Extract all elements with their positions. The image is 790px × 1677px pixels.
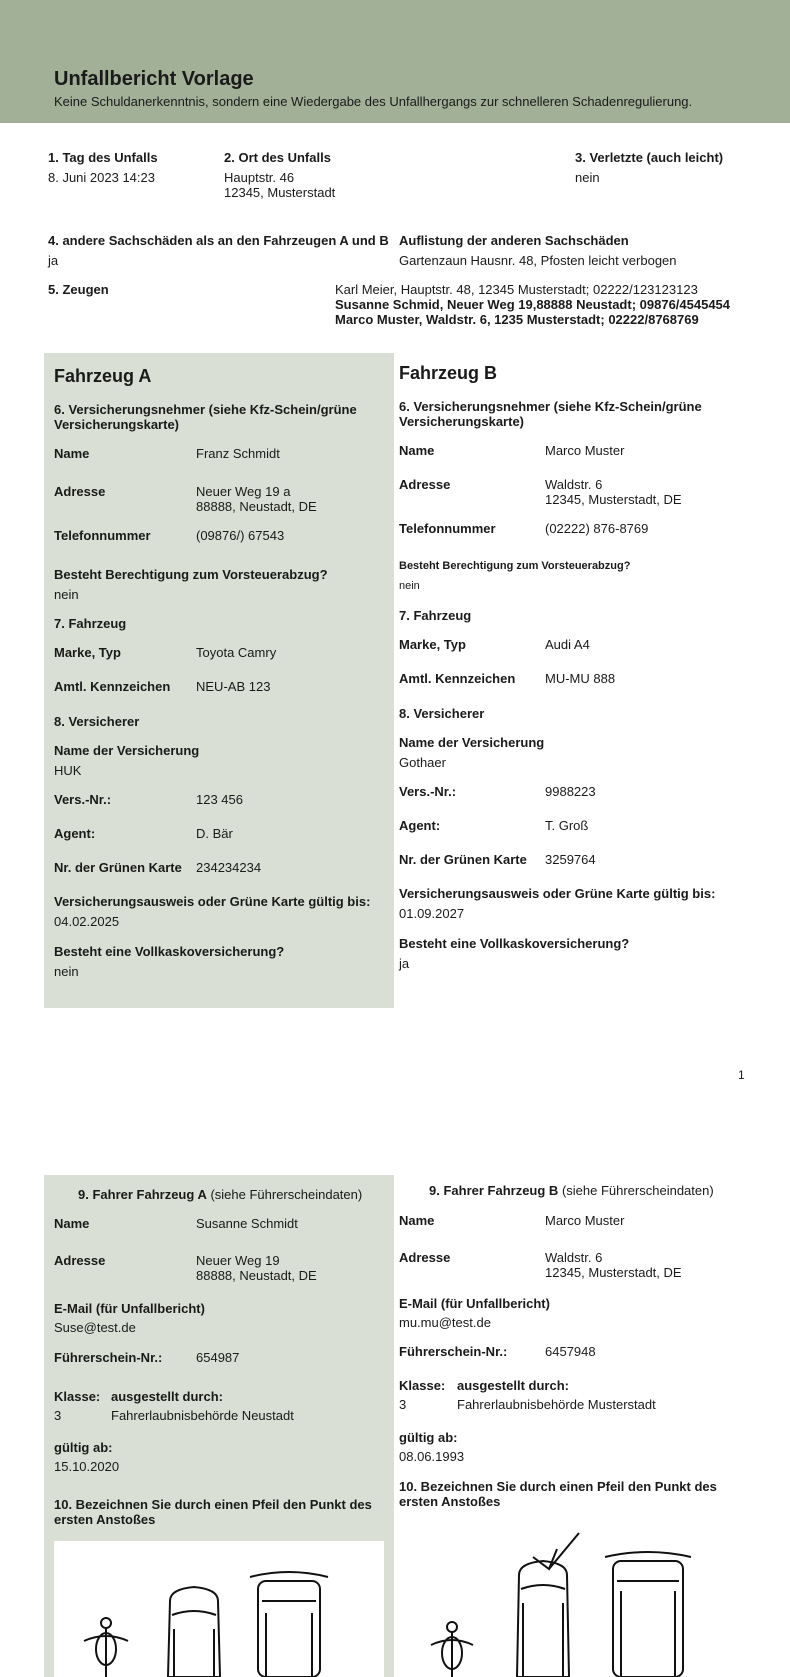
- driver-b-address-label: Adresse: [399, 1250, 451, 1265]
- vehicle-a-plate-label: Amtl. Kennzeichen: [54, 679, 171, 694]
- driver-a-class-value: 3: [54, 1408, 62, 1423]
- damage-list-label: Auflistung der anderen Sachschäden: [399, 233, 629, 248]
- vehicle-b-valid-label: Versicherungsausweis oder Grüne Karte gültig bis:: [399, 886, 716, 901]
- vehicle-a-address-label: Adresse: [54, 484, 106, 499]
- vehicle-b-agent-label: Agent:: [399, 818, 441, 833]
- vehicle-b-insurer-name-value: Gothaer: [399, 755, 446, 770]
- driver-b-class-value: 3: [399, 1397, 407, 1412]
- vehicle-b-insurer-name-label: Name der Versicherung: [399, 735, 545, 750]
- driver-a-email-value: Suse@test.de: [54, 1320, 136, 1335]
- driver-a-heading-bold: 9. Fahrer Fahrzeug A: [78, 1187, 207, 1202]
- vehicle-a-insurer-name-label: Name der Versicherung: [54, 743, 200, 758]
- accident-place-label: 2. Ort des Unfalls: [224, 150, 331, 165]
- driver-b-license-label: Führerschein-Nr.:: [399, 1344, 508, 1359]
- vehicle-b-address-line2: 12345, Musterstadt, DE: [545, 492, 682, 507]
- driver-a-issued-label: ausgestellt durch:: [111, 1389, 223, 1404]
- vehicle-b-green-card-value: 3259764: [545, 852, 596, 867]
- vehicle-sketch-b[interactable]: [399, 1525, 729, 1677]
- vehicle-a-insurer-name-value: HUK: [54, 763, 82, 778]
- truck-icon: [250, 1572, 328, 1677]
- vehicle-a-policyholder-heading: 6. Versicherungsnehmer (siehe Kfz-Schein/grüne: [54, 402, 357, 417]
- accident-place-line1: Hauptstr. 46: [224, 170, 295, 185]
- vehicle-a-insurer-heading: 8. Versicherer: [54, 714, 140, 729]
- driver-a-address-line1: Neuer Weg 19: [196, 1253, 280, 1268]
- vehicle-b-vehicle-heading: 7. Fahrzeug: [399, 608, 472, 623]
- vehicle-a-green-card-label: Nr. der Grünen Karte: [54, 860, 182, 875]
- vehicle-b-policy-no-value: 9988223: [545, 784, 596, 799]
- vehicle-b-insurer-heading: 8. Versicherer: [399, 706, 485, 721]
- vehicle-a-vehicle-heading: 7. Fahrzeug: [54, 616, 127, 631]
- truck-icon: [605, 1552, 691, 1677]
- vehicle-a-comprehensive-label: Besteht eine Vollkaskoversicherung?: [54, 944, 285, 959]
- driver-b-name-value: Marco Muster: [545, 1213, 625, 1228]
- vehicle-b-plate-label: Amtl. Kennzeichen: [399, 671, 516, 686]
- page-title: Unfallbericht Vorlage: [54, 68, 254, 90]
- vehicle-b-comprehensive-value: ja: [399, 956, 410, 971]
- bicycle-icon: [84, 1618, 128, 1677]
- driver-a-name-label: Name: [54, 1216, 90, 1231]
- driver-b-impact-heading-2: ersten Anstoßes: [399, 1494, 501, 1509]
- driver-b-class-label: Klasse:: [399, 1378, 446, 1393]
- driver-b-email-label: E-Mail (für Unfallbericht): [399, 1296, 550, 1311]
- vehicle-a-make-value: Toyota Camry: [196, 645, 277, 660]
- vehicle-a-valid-value: 04.02.2025: [54, 914, 120, 929]
- vehicle-a-policy-no-label: Vers.-Nr.:: [54, 792, 112, 807]
- vehicle-b-name-label: Name: [399, 443, 435, 458]
- vehicle-a-policyholder-heading-2: Versicherungskarte): [54, 417, 180, 432]
- vehicle-a-phone-label: Telefonnummer: [54, 528, 151, 543]
- vehicle-b-name-value: Marco Muster: [545, 443, 625, 458]
- driver-a-address-label: Adresse: [54, 1253, 106, 1268]
- driver-a-impact-heading-2: ersten Anstoßes: [54, 1512, 156, 1527]
- driver-b-name-label: Name: [399, 1213, 435, 1228]
- vehicle-b-policyholder-heading: 6. Versicherungsnehmer (siehe Kfz-Schein/grüne: [399, 399, 702, 414]
- vehicle-b-heading: Fahrzeug B: [399, 363, 498, 383]
- vehicle-sketch-a[interactable]: [54, 1541, 384, 1677]
- damage-list-value: Gartenzaun Hausnr. 48, Pfosten leicht verbogen: [399, 253, 677, 268]
- vehicle-b-vat-label: Besteht Berechtigung zum Vorsteuerabzug?: [399, 560, 631, 572]
- vehicle-a-agent-label: Agent:: [54, 826, 96, 841]
- vehicle-a-address-line1: Neuer Weg 19 a: [196, 484, 291, 499]
- car-icon: [168, 1587, 220, 1677]
- witnesses-label: 5. Zeugen: [48, 282, 109, 297]
- bicycle-icon: [431, 1622, 473, 1677]
- vehicle-b-policy-no-label: Vers.-Nr.:: [399, 784, 457, 799]
- driver-b-issued-value: Fahrerlaubnisbehörde Musterstadt: [457, 1397, 656, 1412]
- vehicle-b-plate-value: MU-MU 888: [545, 671, 616, 686]
- page-number: 1: [738, 1068, 745, 1082]
- accident-place-line2: 12345, Musterstadt: [224, 185, 336, 200]
- driver-a-license-label: Führerschein-Nr.:: [54, 1350, 163, 1365]
- vehicle-a-valid-label: Versicherungsausweis oder Grüne Karte gültig bis:: [54, 894, 371, 909]
- page-subtitle: Keine Schuldanerkenntnis, sondern eine Wiedergabe des Unfallhergangs zur schnelleren Schadenregulierung.: [54, 94, 693, 109]
- injured-value: nein: [575, 170, 600, 185]
- vehicle-b-address-line1: Waldstr. 6: [545, 477, 603, 492]
- vehicle-a-name-label: Name: [54, 446, 90, 461]
- witness-2: Susanne Schmid, Neuer Weg 19,88888 Neustadt; 09876/4545454: [335, 297, 731, 312]
- driver-b-impact-heading: 10. Bezeichnen Sie durch einen Pfeil den Punkt des: [399, 1479, 717, 1494]
- driver-a-heading-rest: (siehe Führerscheindaten): [210, 1187, 363, 1202]
- vehicle-b-make-value: Audi A4: [545, 637, 590, 652]
- driver-a-valid-from-value: 15.10.2020: [54, 1459, 120, 1474]
- vehicle-b-address-label: Adresse: [399, 477, 451, 492]
- car-icon: [517, 1561, 569, 1677]
- vehicle-a-policy-no-value: 123 456: [196, 792, 243, 807]
- vehicle-b-comprehensive-label: Besteht eine Vollkaskoversicherung?: [399, 936, 630, 951]
- driver-a-impact-heading: 10. Bezeichnen Sie durch einen Pfeil den Punkt des: [54, 1497, 372, 1512]
- other-damage-label: 4. andere Sachschäden als an den Fahrzeugen A und B: [48, 233, 389, 248]
- header-banner: [0, 0, 790, 123]
- vehicle-b-vat-value: nein: [399, 580, 420, 592]
- vehicle-a-plate-value: NEU-AB 123: [196, 679, 271, 694]
- driver-b-heading-rest: (siehe Führerscheindaten): [561, 1183, 714, 1198]
- vehicle-b-policyholder-heading-2: Versicherungskarte): [399, 414, 525, 429]
- vehicle-a-green-card-value: 234234234: [196, 860, 262, 875]
- driver-b-license-value: 6457948: [545, 1344, 596, 1359]
- accident-date-label: 1. Tag des Unfalls: [48, 150, 158, 165]
- vehicle-b-phone-label: Telefonnummer: [399, 521, 496, 536]
- driver-a-license-value: 654987: [196, 1350, 240, 1365]
- vehicle-b-valid-value: 01.09.2027: [399, 906, 465, 921]
- vehicle-a-comprehensive-value: nein: [54, 964, 79, 979]
- witness-1: Karl Meier, Hauptstr. 48, 12345 Musterstadt; 02222/123123123: [335, 282, 698, 297]
- vehicle-a-agent-value: D. Bär: [196, 826, 233, 841]
- vehicle-b-make-label: Marke, Typ: [399, 637, 466, 652]
- vehicle-a-phone-value: (09876/) 67543: [196, 528, 285, 543]
- witness-3: Marco Muster, Waldstr. 6, 1235 Musterstadt; 02222/8768769: [335, 312, 699, 327]
- vehicle-a-name-value: Franz Schmidt: [196, 446, 280, 461]
- injured-label: 3. Verletzte (auch leicht): [575, 150, 724, 165]
- vehicle-a-make-label: Marke, Typ: [54, 645, 121, 660]
- driver-a-name-value: Susanne Schmidt: [196, 1216, 298, 1231]
- driver-a-issued-value: Fahrerlaubnisbehörde Neustadt: [111, 1408, 294, 1423]
- other-damage-value: ja: [48, 253, 59, 268]
- driver-a-valid-from-label: gültig ab:: [54, 1440, 113, 1455]
- vehicle-a-heading: Fahrzeug A: [54, 366, 152, 386]
- driver-b-address-line1: Waldstr. 6: [545, 1250, 603, 1265]
- vehicle-a-address-line2: 88888, Neustadt, DE: [196, 499, 317, 514]
- driver-a-class-label: Klasse:: [54, 1389, 101, 1404]
- vehicle-b-phone-value: (02222) 876-8769: [545, 521, 649, 536]
- driver-b-issued-label: ausgestellt durch:: [457, 1378, 569, 1393]
- driver-b-valid-from-label: gültig ab:: [399, 1430, 458, 1445]
- driver-a-heading: [78, 1187, 362, 1202]
- vehicle-a-vat-value: nein: [54, 587, 79, 602]
- driver-b-email-value: mu.mu@test.de: [399, 1315, 491, 1330]
- vehicle-b-agent-value: T. Groß: [545, 818, 589, 833]
- vehicle-a-vat-label: Besteht Berechtigung zum Vorsteuerabzug?: [54, 567, 328, 582]
- accident-date-value: 8. Juni 2023 14:23: [48, 170, 155, 185]
- vehicle-b-green-card-label: Nr. der Grünen Karte: [399, 852, 527, 867]
- driver-a-address-line2: 88888, Neustadt, DE: [196, 1268, 317, 1283]
- driver-b-heading: [429, 1183, 714, 1198]
- driver-a-email-label: E-Mail (für Unfallbericht): [54, 1301, 205, 1316]
- driver-b-valid-from-value: 08.06.1993: [399, 1449, 465, 1464]
- driver-b-address-line2: 12345, Musterstadt, DE: [545, 1265, 682, 1280]
- driver-b-heading-bold: 9. Fahrer Fahrzeug B: [429, 1183, 559, 1198]
